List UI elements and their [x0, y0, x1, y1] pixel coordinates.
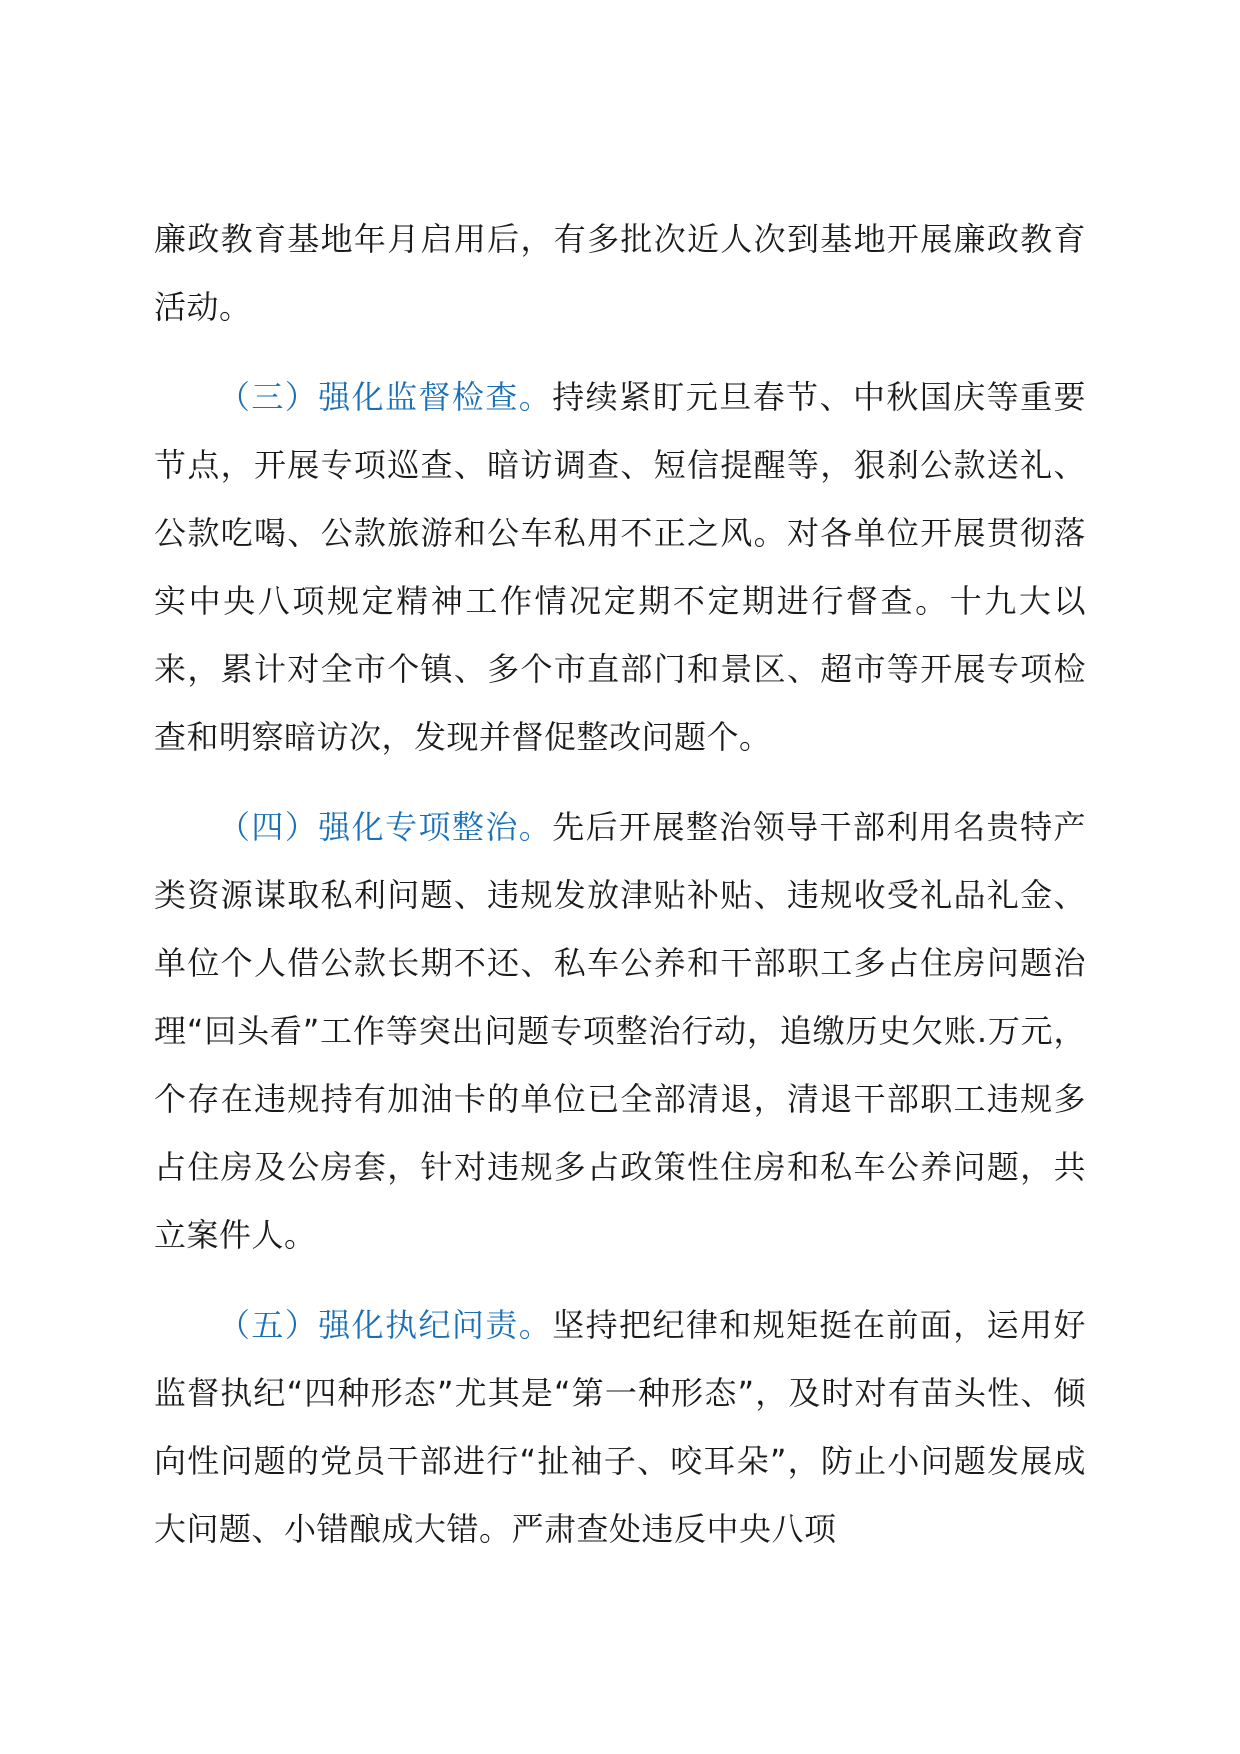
document-body [154, 205, 1086, 1585]
section-heading: （四）强化专项整治。 [218, 808, 553, 846]
paragraph-text: 先后开展整治领导干部利用名贵特产类资源谋取私利问题、违规发放津贴补贴、违规收受礼品礼金、单位个人借公款长期不还、私车公养和干部职工多占住房问题治理“回头看”工作等突出问题专项整治行动，追缴历史欠账.万元，个存在违规持有加油卡的单位已全部清退，清退干部职工违规多占住房及公房套，针对违规多占政策性住房和私车公养问题，共立案件人。 [154, 808, 1086, 1254]
section-heading: （三）强化监督检查。 [218, 378, 553, 416]
section-heading: （五）强化执纪问责。 [218, 1306, 553, 1344]
paragraph-special-rectification [154, 793, 1086, 1269]
paragraph-text: 廉政教育基地年月启用后，有多批次近人次到基地开展廉政教育活动。 [154, 220, 1086, 326]
paragraph-supervision-inspection [154, 363, 1086, 771]
paragraph-discipline-accountability [154, 1291, 1086, 1563]
paragraph-continuation [154, 205, 1086, 341]
paragraph-text: 坚持把纪律和规矩挺在前面，运用好监督执纪“四种形态”尤其是“第一种形态”，及时对有苗头性、倾向性问题的党员干部进行“扯袖子、咬耳朵”，防止小问题发展成大问题、小错酿成大错。严肃查处违反中央八项 [154, 1306, 1086, 1548]
paragraph-text: 持续紧盯元旦春节、中秋国庆等重要节点，开展专项巡查、暗访调查、短信提醒等，狠刹公款送礼、公款吃喝、公款旅游和公车私用不正之风。对各单位开展贯彻落实中央八项规定精神工作情况定期不定期进行督查。十九大以来，累计对全市个镇、多个市直部门和景区、超市等开展专项检查和明察暗访次，发现并督促整改问题个。 [154, 378, 1086, 756]
